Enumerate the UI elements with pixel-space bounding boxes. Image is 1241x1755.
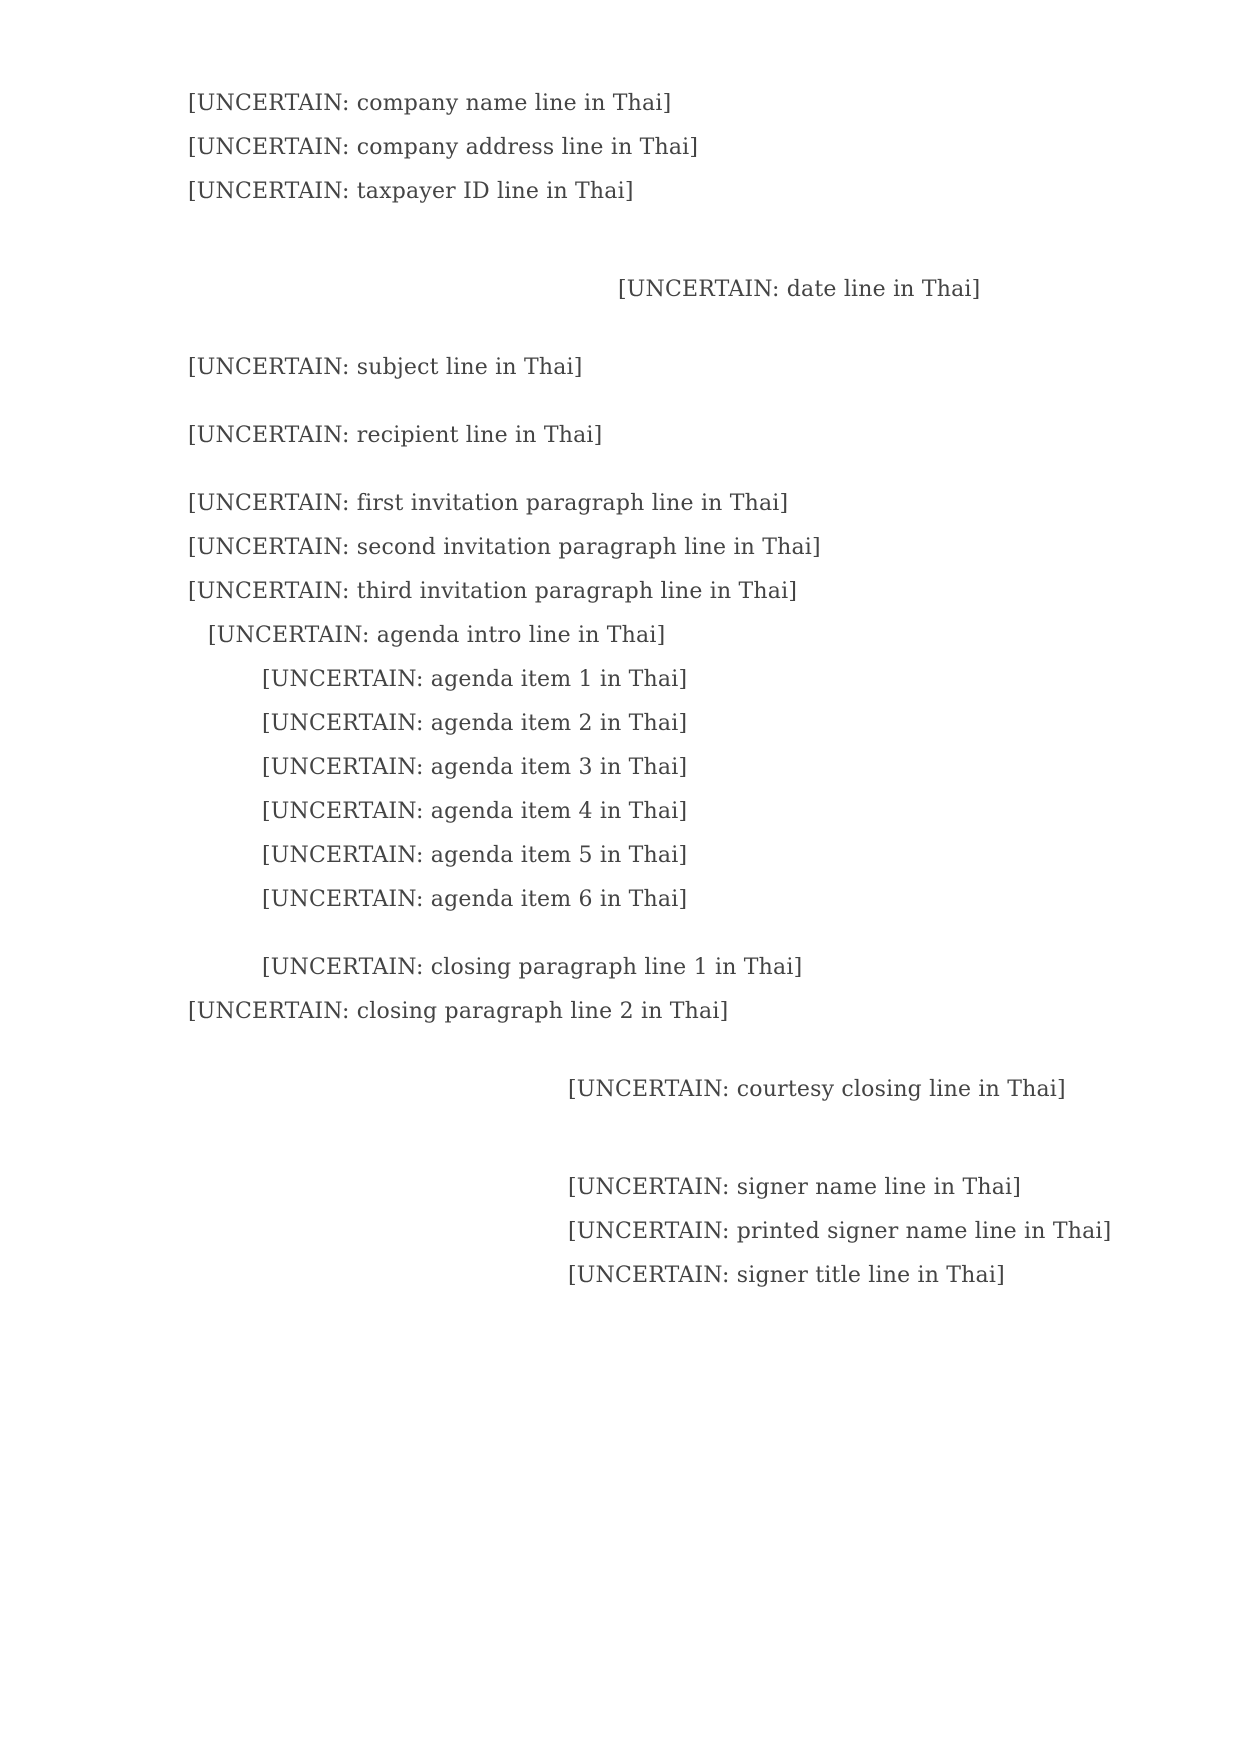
agenda-list xyxy=(262,658,1111,922)
spacer-4 xyxy=(188,458,1111,482)
signature-title: [UNCERTAIN: signer title line in Thai] xyxy=(568,1263,1005,1288)
agenda-item-6: [UNCERTAIN: agenda item 6 in Thai] xyxy=(262,887,688,912)
spacer-7 xyxy=(188,1112,1111,1166)
spacer-1 xyxy=(188,214,1111,268)
spacer-2 xyxy=(188,312,1111,346)
courtesy-closing: [UNCERTAIN: courtesy closing line in Thai] xyxy=(568,1077,1066,1102)
agenda-item-2: [UNCERTAIN: agenda item 2 in Thai] xyxy=(262,711,688,736)
body-line-2: [UNCERTAIN: second invitation paragraph line in Thai] xyxy=(188,535,821,560)
agenda-intro: [UNCERTAIN: agenda intro line in Thai] xyxy=(208,623,666,648)
agenda-item-5: [UNCERTAIN: agenda item 5 in Thai] xyxy=(262,843,688,868)
body-line-1: [UNCERTAIN: first invitation paragraph line in Thai] xyxy=(188,491,789,516)
date-line: [UNCERTAIN: date line in Thai] xyxy=(618,277,981,302)
agenda-item-1: [UNCERTAIN: agenda item 1 in Thai] xyxy=(262,667,688,692)
company-line: [UNCERTAIN: company name line in Thai] xyxy=(188,91,672,116)
recipient-line: [UNCERTAIN: recipient line in Thai] xyxy=(188,423,603,448)
address-line: [UNCERTAIN: company address line in Thai] xyxy=(188,135,699,160)
signature-name: [UNCERTAIN: signer name line in Thai] xyxy=(568,1175,1022,1200)
spacer-3 xyxy=(188,390,1111,414)
agenda-item-4: [UNCERTAIN: agenda item 4 in Thai] xyxy=(262,799,688,824)
closing-line-1: [UNCERTAIN: closing paragraph line 1 in Thai] xyxy=(262,955,803,980)
closing-line-2: [UNCERTAIN: closing paragraph line 2 in Thai] xyxy=(188,999,729,1024)
spacer-6 xyxy=(188,1034,1111,1068)
spacer-5 xyxy=(188,922,1111,946)
tax-id-line: [UNCERTAIN: taxpayer ID line in Thai] xyxy=(188,179,634,204)
subject-line: [UNCERTAIN: subject line in Thai] xyxy=(188,355,583,380)
signature-printed-name: [UNCERTAIN: printed signer name line in Thai] xyxy=(568,1219,1112,1244)
agenda-item-3: [UNCERTAIN: agenda item 3 in Thai] xyxy=(262,755,688,780)
body-line-3: [UNCERTAIN: third invitation paragraph line in Thai] xyxy=(188,579,798,604)
